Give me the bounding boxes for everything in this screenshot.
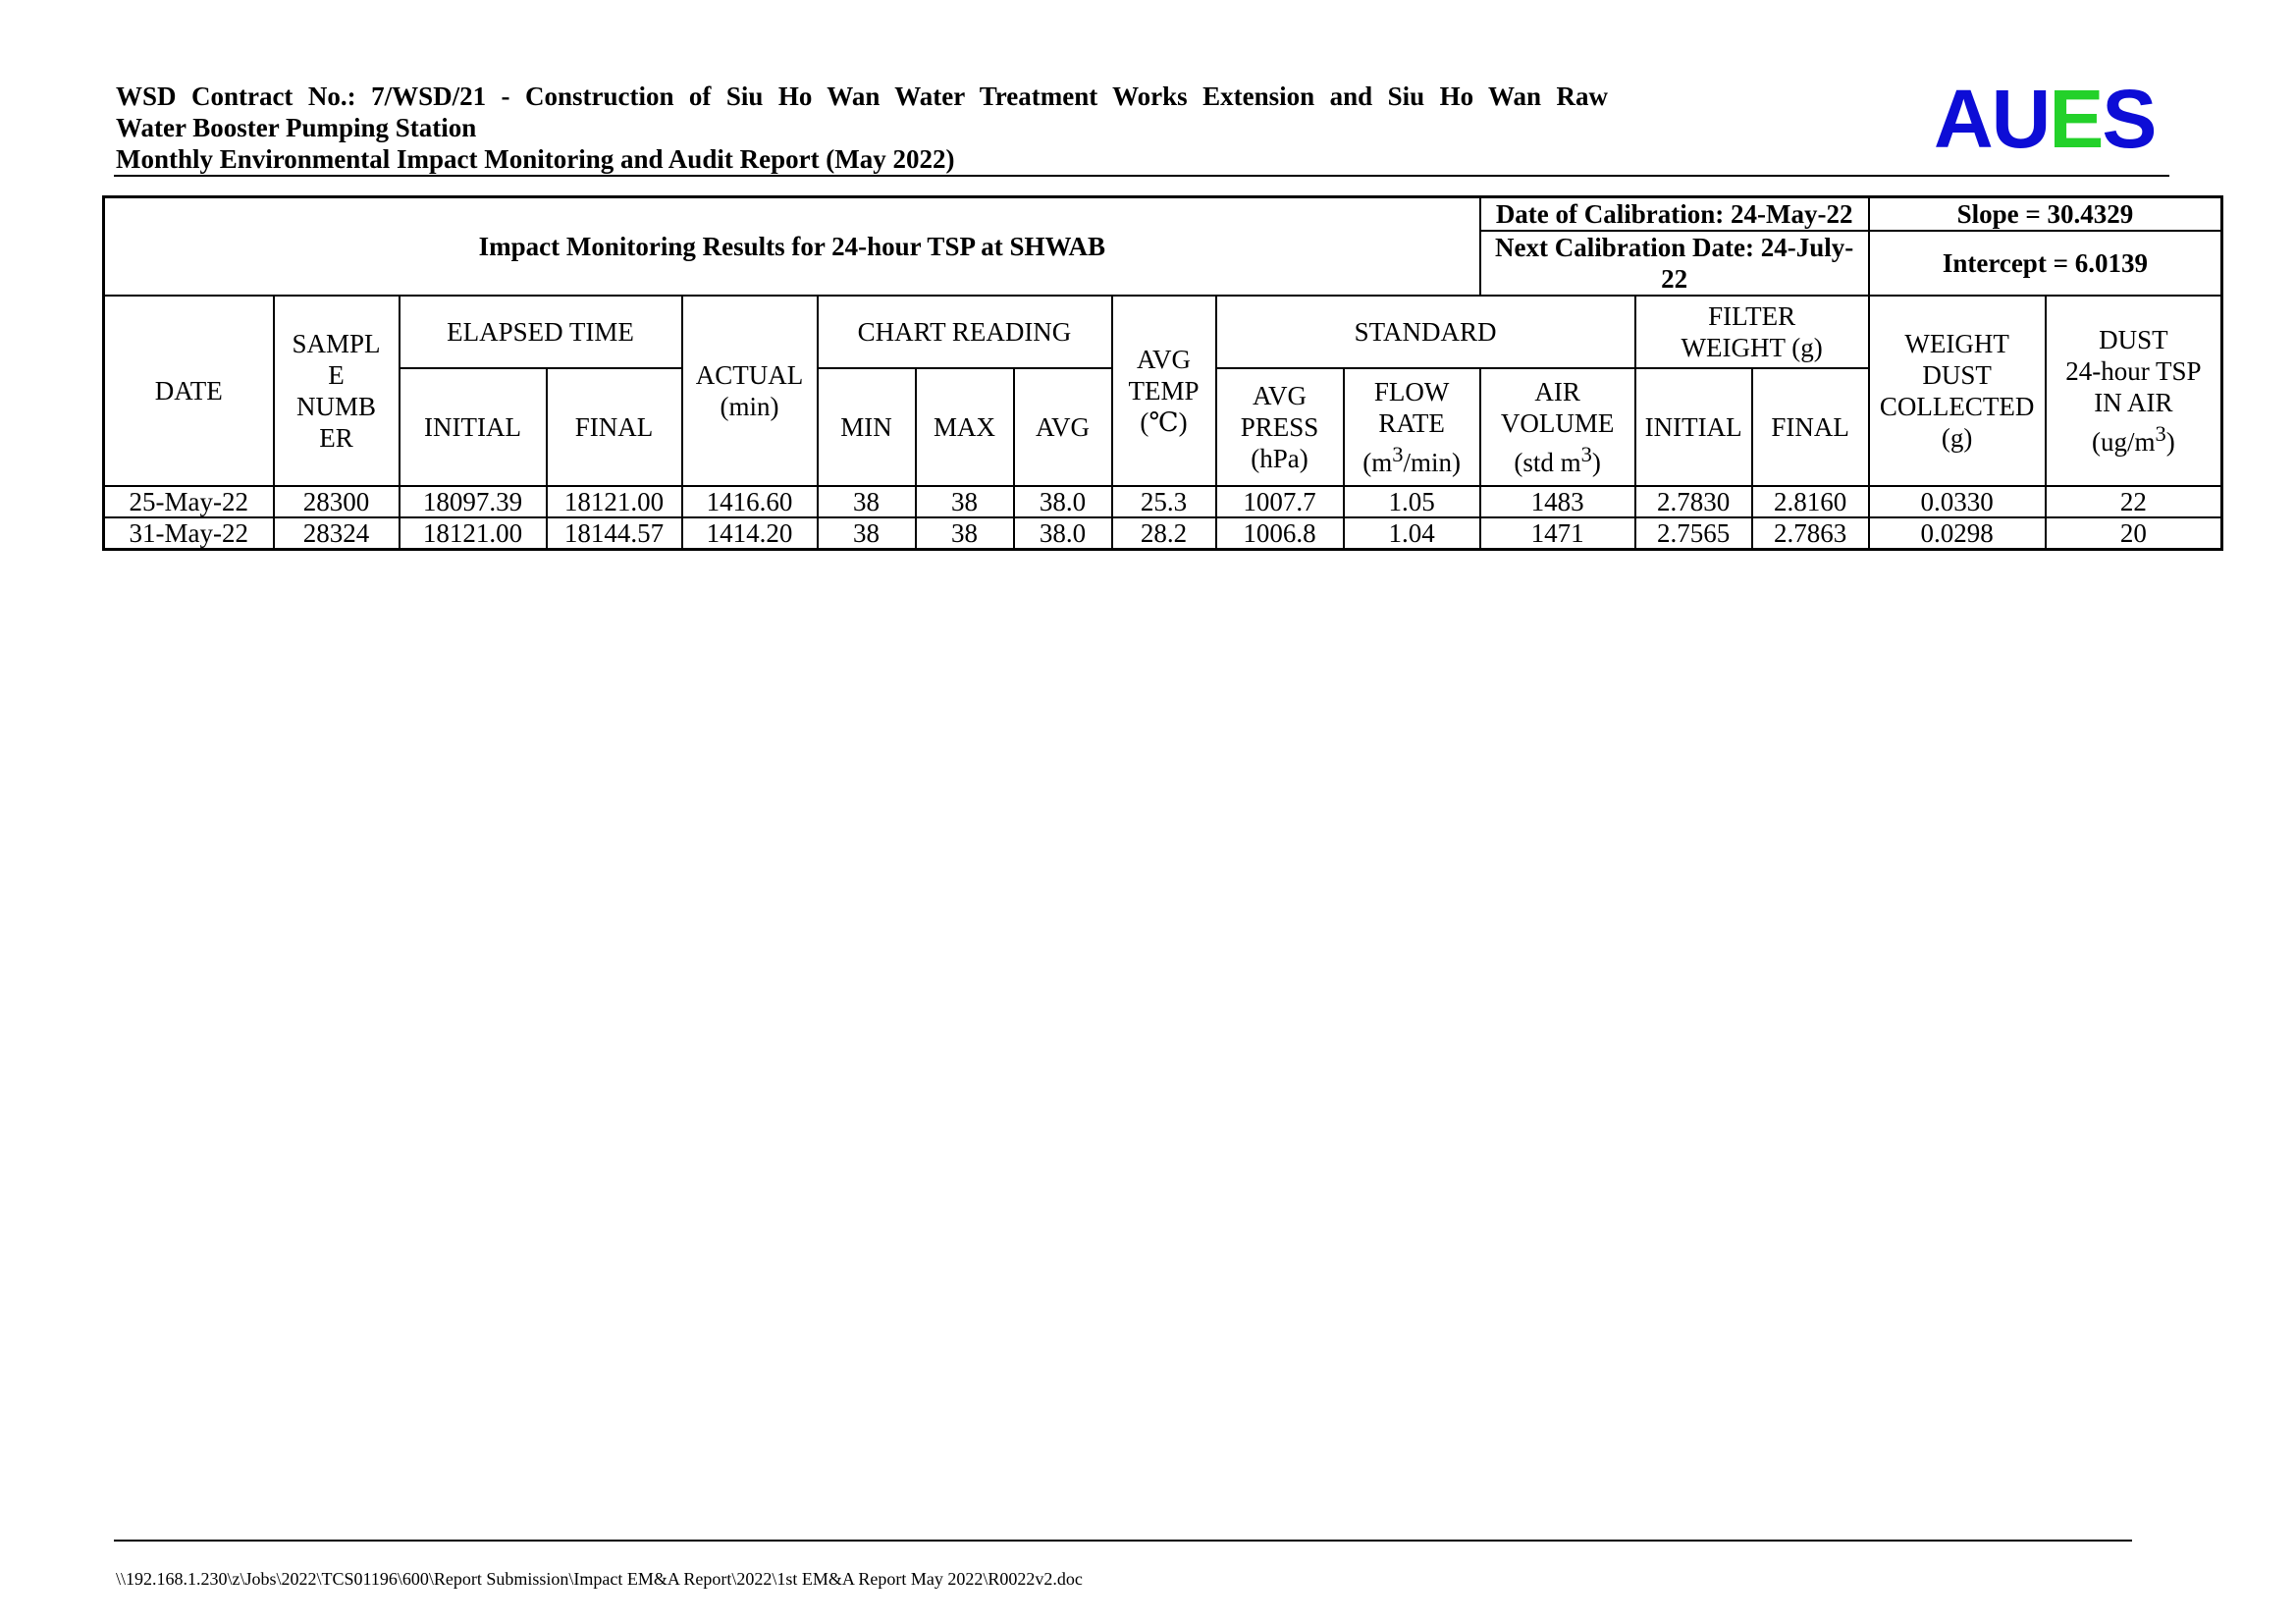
header-chart-max: MAX xyxy=(916,368,1014,486)
contract-title-continued: Water Booster Pumping Station xyxy=(116,113,477,142)
logo-text-au: AU xyxy=(1934,73,2050,165)
cell-dust-tsp: 20 xyxy=(2046,517,2222,550)
header-weight-dust-l2: DUST xyxy=(1922,360,1992,390)
header-filter-weight xyxy=(1635,296,1869,368)
cell-filter-final: 2.8160 xyxy=(1752,486,1869,517)
cell-filter-initial: 2.7565 xyxy=(1635,517,1752,550)
cell-avg-press: 1006.8 xyxy=(1216,517,1344,550)
header-avg-press xyxy=(1216,368,1344,486)
cell-actual: 1414.20 xyxy=(682,517,818,550)
header-air-volume-l3a: (std m xyxy=(1514,448,1581,477)
header-air-volume-sup: 3 xyxy=(1580,442,1592,466)
cell-avg-temp: 28.2 xyxy=(1112,517,1216,550)
header-actual-l1: ACTUAL xyxy=(695,360,804,390)
header-weight-dust-l4: (g) xyxy=(1941,423,1973,453)
header-avg-press-l3: (hPa) xyxy=(1251,444,1308,473)
aues-logo xyxy=(1934,73,2156,165)
header-weight-dust-l1: WEIGHT xyxy=(1904,329,2009,358)
header-air-volume-l2: VOLUME xyxy=(1500,408,1615,438)
cell-elapsed-initial: 18097.39 xyxy=(400,486,547,517)
header-sample-number-l1: SAMPL xyxy=(292,329,381,358)
header-elapsed-time: ELAPSED TIME xyxy=(400,296,682,368)
header-avg-press-l1: AVG xyxy=(1252,381,1307,410)
cell-weight-dust: 0.0298 xyxy=(1869,517,2046,550)
header-sample-number-l2: E xyxy=(328,360,345,390)
footer-divider xyxy=(114,1540,2132,1542)
cell-elapsed-final: 18144.57 xyxy=(547,517,682,550)
cell-date: 25-May-22 xyxy=(104,486,274,517)
header-chart-avg: AVG xyxy=(1014,368,1112,486)
header-dust-tsp xyxy=(2046,296,2222,486)
cell-sample-number: 28324 xyxy=(274,517,400,550)
table-title: Impact Monitoring Results for 24-hour TSP at SHWAB xyxy=(104,197,1480,297)
header-air-volume xyxy=(1480,368,1635,486)
header-dust-tsp-l3: IN AIR xyxy=(2094,388,2173,417)
header-avg-temp-l3: (℃) xyxy=(1140,407,1188,437)
header-filter-weight-l1: FILTER xyxy=(1708,301,1796,331)
header-divider xyxy=(114,175,2169,177)
header-avg-press-l2: PRESS xyxy=(1240,412,1319,442)
header-air-volume-l3b: ) xyxy=(1591,448,1601,477)
cell-air-volume: 1483 xyxy=(1480,486,1635,517)
header-dust-tsp-l2: 24-hour TSP xyxy=(2065,356,2202,386)
report-header xyxy=(116,81,1608,175)
cell-chart-avg: 38.0 xyxy=(1014,517,1112,550)
header-filter-initial: INITIAL xyxy=(1635,368,1752,486)
header-standard: STANDARD xyxy=(1216,296,1635,368)
header-actual xyxy=(682,296,818,486)
header-flow-rate-sup: 3 xyxy=(1392,442,1404,466)
cell-air-volume: 1471 xyxy=(1480,517,1635,550)
header-sample-number xyxy=(274,296,400,486)
cell-chart-min: 38 xyxy=(818,517,916,550)
header-avg-temp-l1: AVG xyxy=(1136,345,1191,374)
logo-text-e: E xyxy=(2049,73,2103,165)
calibration-date: Date of Calibration: 24-May-22 xyxy=(1480,197,1869,232)
header-chart-reading: CHART READING xyxy=(818,296,1112,368)
cell-dust-tsp: 22 xyxy=(2046,486,2222,517)
document-file-path: \\192.168.1.230\z\Jobs\2022\TCS01196\600\Report Submission\Impact EM&A Report\2022\1st EM&A Report May 2022\R0022v2.doc xyxy=(116,1569,1083,1589)
header-air-volume-l1: AIR xyxy=(1534,377,1580,406)
header-actual-l2: (min) xyxy=(720,392,779,421)
cell-actual: 1416.60 xyxy=(682,486,818,517)
next-calibration-date: Next Calibration Date: 24-July-22 xyxy=(1480,231,1869,296)
table-row xyxy=(104,486,2222,517)
header-weight-dust-collected xyxy=(1869,296,2046,486)
table-row xyxy=(104,517,2222,550)
header-flow-rate xyxy=(1344,368,1480,486)
header-elapsed-initial: INITIAL xyxy=(400,368,547,486)
header-flow-rate-l1: FLOW xyxy=(1373,377,1450,406)
cell-chart-max: 38 xyxy=(916,486,1014,517)
cell-elapsed-final: 18121.00 xyxy=(547,486,682,517)
cell-chart-avg: 38.0 xyxy=(1014,486,1112,517)
calibration-intercept: Intercept = 6.0139 xyxy=(1869,231,2222,296)
header-avg-temp-l2: TEMP xyxy=(1128,376,1200,406)
header-dust-tsp-l4b: ) xyxy=(2165,427,2175,457)
calibration-slope: Slope = 30.4329 xyxy=(1869,197,2222,232)
cell-filter-initial: 2.7830 xyxy=(1635,486,1752,517)
header-filter-final: FINAL xyxy=(1752,368,1869,486)
cell-chart-max: 38 xyxy=(916,517,1014,550)
cell-avg-press: 1007.7 xyxy=(1216,486,1344,517)
cell-elapsed-initial: 18121.00 xyxy=(400,517,547,550)
header-flow-rate-l3a: (m xyxy=(1362,448,1393,477)
contract-title: WSD Contract No.: 7/WSD/21 - Construction of Siu Ho Wan Water Treatment Works Extension and Siu Ho Wan Raw xyxy=(116,81,1608,111)
header-weight-dust-l3: COLLECTED xyxy=(1879,392,2035,421)
header-dust-tsp-l4a: (ug/m xyxy=(2092,427,2156,457)
logo-text-s: S xyxy=(2102,73,2156,165)
header-flow-rate-l3b: /min) xyxy=(1403,448,1461,477)
cell-weight-dust: 0.0330 xyxy=(1869,486,2046,517)
header-dust-tsp-sup: 3 xyxy=(2155,421,2166,446)
header-avg-temp xyxy=(1112,296,1216,486)
header-chart-min: MIN xyxy=(818,368,916,486)
cell-date: 31-May-22 xyxy=(104,517,274,550)
header-flow-rate-l2: RATE xyxy=(1378,408,1445,438)
cell-filter-final: 2.7863 xyxy=(1752,517,1869,550)
cell-flow-rate: 1.05 xyxy=(1344,486,1480,517)
header-date: DATE xyxy=(104,296,274,486)
header-sample-number-l3: NUMB xyxy=(295,392,376,421)
header-sample-number-l4: ER xyxy=(319,423,353,453)
report-title: Monthly Environmental Impact Monitoring and Audit Report (May 2022) xyxy=(116,144,955,174)
cell-flow-rate: 1.04 xyxy=(1344,517,1480,550)
cell-avg-temp: 25.3 xyxy=(1112,486,1216,517)
header-filter-weight-l2: WEIGHT (g) xyxy=(1681,333,1823,362)
header-dust-tsp-l1: DUST xyxy=(2099,325,2168,354)
cell-chart-min: 38 xyxy=(818,486,916,517)
tsp-results-table xyxy=(102,195,2223,551)
header-elapsed-final: FINAL xyxy=(547,368,682,486)
cell-sample-number: 28300 xyxy=(274,486,400,517)
